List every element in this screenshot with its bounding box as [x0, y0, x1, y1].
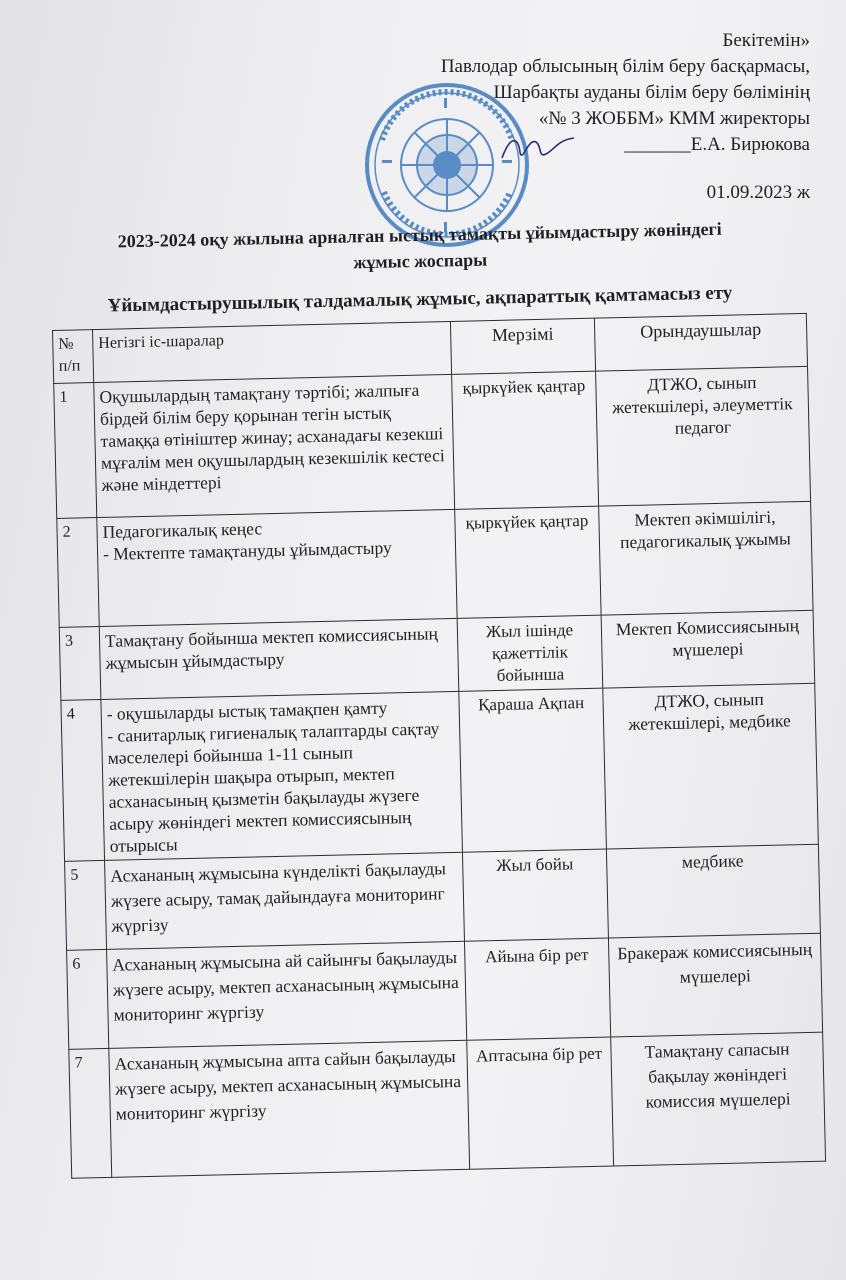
row-term: қыркүйек қаңтар — [452, 371, 599, 509]
approval-signature-line: _______Е.А. Бирюкова — [624, 134, 810, 155]
row-activity: Асхананың жұмысына ай сайынғы бақылауды жүзеге асыру, мектеп асханасының жұмысына мониторинг жүргізу — [107, 941, 467, 1048]
row-term: Жыл бойы — [462, 849, 608, 941]
approval-line-4: «№ 3 ЖОББМ» КММ жиректоры — [538, 108, 810, 129]
approval-line-3: Шарбақты ауданы білім беру бөлімінің — [493, 82, 810, 103]
signature-icon — [498, 128, 578, 168]
row-term: Айына бір рет — [464, 938, 610, 1040]
row-performer: Мектеп Комиссиясының мүшелері — [601, 610, 815, 688]
row-term: Қараша Ақпан — [459, 688, 607, 852]
row-num: 1 — [54, 383, 97, 519]
row-num: 7 — [69, 1048, 112, 1178]
row-num: 2 — [57, 518, 99, 628]
row-activity: Педагогикалық кеңес - Мектепте тамақтануды ұйымдастыру — [97, 509, 457, 626]
row-performer: Бракераж комиссиясының мүшелері — [608, 933, 822, 1037]
approval-line-1: Бекітемін» — [722, 30, 810, 51]
row-performer: ДТЖО, сынып жетекшілері, әлеуметтік педагог — [596, 366, 811, 506]
row-performer: Тамақтану сапасын бақылау жөніндегі комиссия мүшелері — [611, 1032, 826, 1166]
header-term: Мерзімі — [450, 318, 595, 374]
row-performer: медбике — [606, 844, 820, 938]
table-row — [65, 844, 821, 950]
table-row — [67, 933, 823, 1049]
plan-table — [52, 313, 826, 1179]
title-line-2: жұмыс жоспары — [353, 249, 488, 273]
approval-line-2: Павлодар облысының білім беру басқармасы, — [440, 56, 810, 77]
row-num: 6 — [67, 949, 109, 1049]
row-num: 5 — [65, 860, 107, 950]
row-term: Аптасына бір рет — [467, 1037, 614, 1169]
title-line-1: 2023-2024 оқу жылына арналған ыстық тамақты ұйымдастыру жөніндегі — [117, 218, 722, 252]
table-row — [54, 366, 811, 518]
section-title: Ұйымдастырушылық талдамалық жұмыс, ақпараттық қамтамасыз ету — [107, 282, 733, 317]
row-performer: Мектеп әкімшілігі, педагогикалық ұжымы — [599, 501, 813, 615]
table-row — [57, 501, 813, 627]
row-num: 3 — [59, 627, 101, 701]
header-num: № п/п — [53, 330, 94, 384]
row-performer: ДТЖО, сынып жетекшілері, медбике — [603, 683, 819, 849]
table-row — [61, 683, 818, 861]
table-row — [69, 1032, 826, 1178]
row-term: қыркүйек қаңтар — [455, 506, 601, 618]
row-term: Жыл ішінде қажеттілік бойынша — [457, 615, 603, 691]
header-activity: Негізгі іс-шаралар — [93, 321, 452, 382]
header-performer: Орындаушылар — [594, 313, 807, 371]
row-activity: Асхананың жұмысына күнделікті бақылауды жүзеге асыру, тамақ дайындауға мониторинг жүргізу — [105, 852, 465, 949]
document-title — [40, 214, 801, 282]
row-activity: - оқушыларды ыстық тамақпен қамту - санитарлық гигиеналық талаптарды сақтау мәселелері бойынша 1-11 сынып жетекшілерін шақыра отырып, мектеп асханасының қызметін бақылауды жүзеге асыру жөніндегі мектеп комиссиясының отырысы — [101, 691, 463, 860]
approval-date: 01.09.2023 ж — [706, 182, 810, 203]
row-activity: Оқушылардың тамақтану тәртібі; жалпыға бірдей білім беру қорынан тегін ыстық тамаққа өтініштер жинау; асханадағы кезекші мұғалім мен оқушылардың кезекшілік кестесі және міндеттері — [94, 374, 455, 517]
row-num: 4 — [61, 699, 105, 861]
row-activity: Тамақтану бойынша мектеп комиссиясының жұмысын ұйымдастыру — [99, 618, 459, 699]
row-activity: Асхананың жұмысына апта сайын бақылауды жүзеге асыру, мектеп асханасының жұмысына мониторинг жүргізу — [109, 1040, 470, 1177]
